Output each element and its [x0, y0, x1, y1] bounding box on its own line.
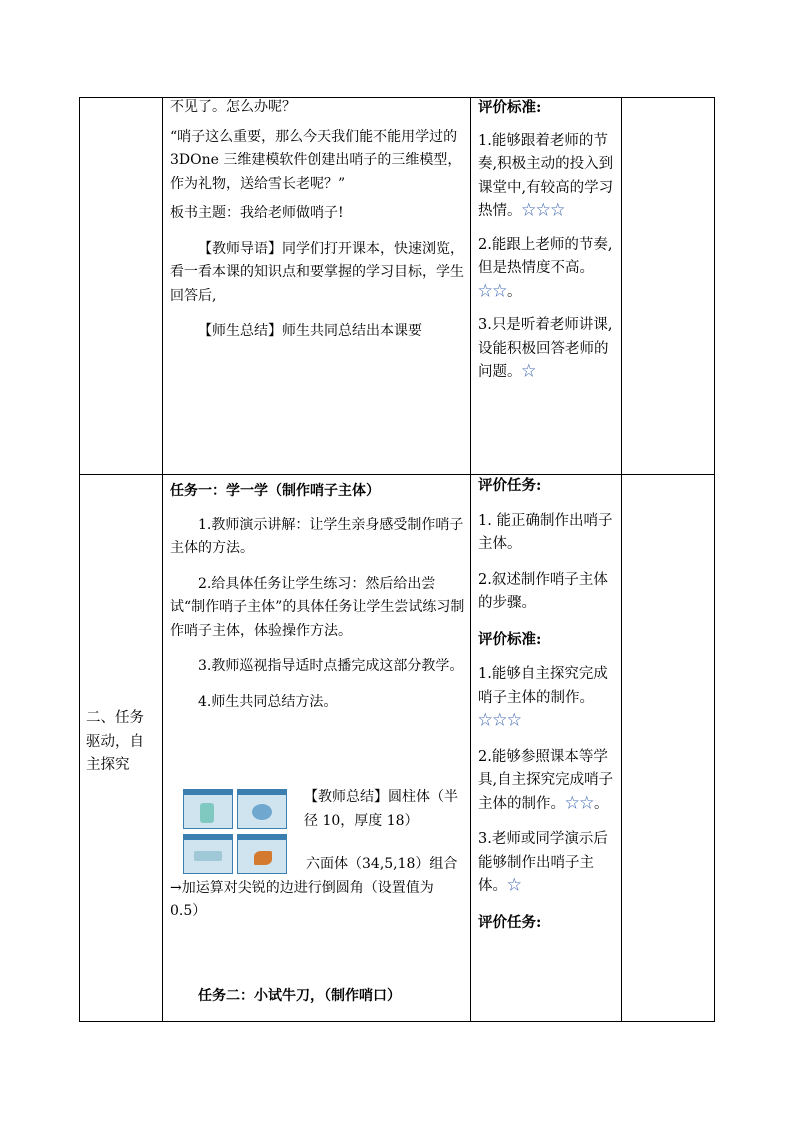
row1-paragraph-5: 【师生总结】师生共同总结出本课要 — [198, 323, 422, 339]
table-bottom-border — [79, 1021, 715, 1022]
task1-step-4: 4.师生共同总结方法。 — [198, 693, 338, 710]
row1-paragraph-3: 板书主题：我给老师做哨子! — [170, 205, 344, 221]
star-rating-1: ☆ — [507, 878, 522, 894]
eval-standard2-item-1 — [478, 663, 618, 734]
row2-stage-cell: 二、任务驱动，自主探究 — [86, 710, 144, 773]
row1-paragraph-1: 不见了。怎么办呢？ — [170, 99, 296, 115]
eval-task-item-1: 1. 能正确制作出哨子主体。 — [478, 512, 613, 552]
star-rating-3: ☆☆☆ — [478, 713, 522, 729]
row-divider — [79, 474, 715, 475]
eval-standard-item-2 — [478, 234, 618, 305]
task2-title: 任务二：小试牛刀，（制作哨口） — [198, 988, 401, 1004]
eval-standard-item-3-text: 3.只是听着老师讲课,设能积极回答老师的问题。 — [478, 317, 613, 380]
teacher-summary-part-2-text: 六面体（34,5,18）组合→加运算对尖锐的边进行倒圆角（设置值为 0.5） — [170, 856, 458, 919]
row1-paragraph-2: “哨子这么重要，那么今天我们能不能用学过的 3DOne 三维建模软件创建出哨子的三维模型，作为礼物，送给雪长老呢？” — [170, 128, 462, 192]
screenshot-thumbnail-1 — [183, 789, 233, 829]
eval-task-item-2: 2.叙述制作哨子主体的步骤。 — [478, 571, 608, 611]
eval-standard2-item-1-text: 1.能够自主探究完成哨子主体的制作。 — [478, 666, 608, 706]
teacher-summary-part-1: 【教师总结】圆柱体（半径 10，厚度 18） — [304, 789, 458, 829]
eval-standard-item-3 — [478, 314, 618, 385]
row1-eval-cell — [478, 96, 618, 397]
eval-standard2-item-2 — [478, 746, 618, 817]
star-rating-2: ☆☆ — [565, 795, 594, 812]
task1-title: 任务一：学一学（制作哨子主体） — [170, 483, 380, 499]
star-rating-2: ☆☆ — [478, 283, 507, 300]
eval-standard2-item-3 — [478, 828, 618, 899]
row2-content-cell — [170, 480, 466, 726]
eval-standard2-item-2-tail: 。 — [594, 795, 609, 812]
whistle-steps-screenshot-image — [183, 789, 291, 877]
row2-eval-cell — [478, 474, 618, 946]
row1-content-cell — [170, 96, 466, 356]
column-divider-1 — [162, 97, 163, 1022]
eval-standard2-item-2-text: 2.能够参照课本等学具,自主探究完成哨子主体的制作。 — [478, 748, 614, 812]
row1-paragraph-4: 【教师导语】同学们打开课本，快速浏览，看一看本课的知识点和要掌握的学习目标，学生回答后, — [170, 240, 464, 304]
eval-task-title-2: 评价任务: — [478, 913, 542, 931]
star-rating-1: ☆ — [521, 364, 536, 380]
star-rating-3: ☆☆☆ — [521, 203, 565, 219]
table-right-border — [714, 97, 715, 1022]
task1-step-1: 1.教师演示讲解：让学生亲身感受制作哨子主体的方法。 — [170, 516, 464, 556]
eval-task-title: 评价任务: — [478, 477, 542, 494]
eval-standard-title: 评价标准: — [478, 99, 542, 116]
eval-standard-item-1-text: 1.能够跟着老师的节奏,积极主动的投入到课堂中,有较高的学习热情。 — [478, 132, 614, 219]
column-divider-2 — [470, 97, 471, 1022]
eval-standard2-item-3-text: 3.老师或同学演示后能够制作出哨子主体。 — [478, 831, 608, 894]
screenshot-thumbnail-3 — [183, 834, 233, 874]
eval-standard-item-1 — [478, 130, 618, 224]
column-divider-3 — [621, 97, 622, 1022]
table-left-border — [79, 97, 80, 1022]
screenshot-thumbnail-4 — [237, 834, 287, 874]
eval-standard-item-2-text: 2.能跟上老师的节奏,但是热情度不高。 — [478, 236, 613, 276]
screenshot-thumbnail-2 — [237, 789, 287, 829]
task1-step-3: 3.教师巡视指导适时点播完成这部分教学。 — [198, 658, 464, 674]
task1-step-2: 2.给具体任务让学生练习：然后给出尝试“制作哨子主体”的具体任务让学生尝试练习制作哨子主体，体验操作方法。 — [170, 575, 465, 639]
eval-standard-title-2: 评价标准: — [478, 630, 542, 648]
eval-standard-item-2-tail: 。 — [507, 283, 522, 300]
